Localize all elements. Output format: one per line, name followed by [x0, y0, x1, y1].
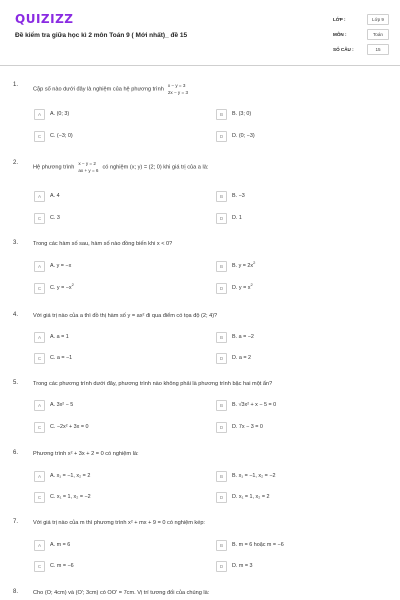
- option-letter-box: B: [216, 400, 227, 411]
- option-c[interactable]: [34, 353, 184, 364]
- option-text: C. (−3; 0): [50, 133, 73, 139]
- option-text: [232, 260, 256, 269]
- question-text: Với giá trị nào của m thì phương trình x² + mx + 9 = 0 có nghiệm kép:: [33, 520, 205, 526]
- option-c[interactable]: [34, 131, 184, 142]
- question-text-part: có nghiệm (x; y) = (2; 0) khi giá trị của a là:: [102, 164, 209, 171]
- worksheet-header: [0, 0, 400, 66]
- option-text: A. x₁ = −1, x₂ = 2: [50, 473, 91, 479]
- exponent: 2: [71, 282, 74, 288]
- option-c[interactable]: [34, 213, 184, 224]
- option-text: D. 1: [232, 215, 242, 221]
- option-letter-box: A: [34, 191, 45, 202]
- option-c[interactable]: [34, 561, 184, 572]
- meta-lop: [333, 14, 389, 26]
- option-text: B. m = 6 hoặc m = −6: [232, 542, 284, 548]
- option-a[interactable]: [34, 332, 184, 343]
- option-text: A. y = −x: [50, 263, 72, 269]
- option-d[interactable]: [216, 492, 366, 503]
- worksheet-title: Đề kiểm tra giữa học kì 2 môn Toán 9 ( Mới nhất)_ đề 15: [15, 32, 188, 39]
- option-letter-box: D: [216, 213, 227, 224]
- option-c[interactable]: [34, 422, 184, 433]
- option-d[interactable]: [216, 213, 366, 224]
- option-letter-box: B: [216, 191, 227, 202]
- option-a[interactable]: [34, 261, 184, 272]
- question-text: Cho (O; 4cm) và (O'; 3cm) có OO' = 7cm. Vị trí tương đối của chúng là:: [33, 590, 210, 596]
- option-text: B. −3: [232, 193, 245, 199]
- question-text: [33, 160, 208, 174]
- question-number: 8.: [13, 589, 19, 595]
- option-text: B. x₁ = −1, x₂ = −2: [232, 473, 276, 479]
- option-text: D. m = 3: [232, 563, 253, 569]
- option-letter-box: D: [216, 131, 227, 142]
- equation-line: 2x − y = 3: [167, 90, 189, 95]
- question-text: Trong các hàm số sau, hàm số nào đồng biến khi x < 0?: [33, 241, 173, 247]
- option-letter-box: B: [216, 332, 227, 343]
- option-a[interactable]: [34, 109, 184, 120]
- option-letter-box: C: [34, 213, 45, 224]
- option-letter-box: B: [216, 540, 227, 551]
- question-number: 5.: [13, 380, 19, 386]
- option-letter-box: B: [216, 109, 227, 120]
- option-text: A. a = 1: [50, 334, 69, 340]
- option-d[interactable]: [216, 561, 366, 572]
- option-text: A. 4: [50, 193, 60, 199]
- question-text: Trong các phương trình dưới đây, phương trình nào không phải là phương trình bậc hai một ẩn?: [33, 381, 273, 387]
- meta-lop-label: LỚP :: [333, 17, 346, 22]
- question-number: 3.: [13, 240, 19, 246]
- option-text: B. √3x² + x − 5 = 0: [232, 402, 277, 408]
- option-text: C. m = −6: [50, 563, 74, 569]
- quizizz-logo: QUIZIZZ: [15, 12, 74, 26]
- option-text-main: D. y = x: [232, 285, 251, 291]
- option-d[interactable]: [216, 283, 366, 294]
- option-d[interactable]: [216, 422, 366, 433]
- option-text: D. a = 2: [232, 355, 252, 361]
- question-number: 7.: [13, 519, 19, 525]
- question-text: Với giá trị nào của a thì đồ thị hàm số y = ax² đi qua điểm có tọa độ (2; 4)?: [33, 313, 218, 319]
- option-b[interactable]: [216, 332, 366, 343]
- option-b[interactable]: [216, 540, 366, 551]
- option-letter-box: D: [216, 561, 227, 572]
- equation-line: x − y = 2: [78, 161, 96, 166]
- option-a[interactable]: [34, 400, 184, 411]
- exponent: 2: [253, 260, 256, 266]
- option-text: C. x₁ = 1, x₂ = −2: [50, 494, 91, 500]
- option-text: [50, 282, 74, 291]
- meta-mon: [333, 29, 389, 41]
- option-letter-box: D: [216, 353, 227, 364]
- exponent: 2: [250, 282, 253, 288]
- option-a[interactable]: [34, 540, 184, 551]
- option-c[interactable]: [34, 283, 184, 294]
- option-letter-box: D: [216, 422, 227, 433]
- option-text: A. m = 6: [50, 542, 71, 548]
- option-text: D. (0; −3): [232, 133, 255, 139]
- option-letter-box: C: [34, 283, 45, 294]
- option-b[interactable]: [216, 471, 366, 482]
- option-text: B. (3; 0): [232, 111, 252, 117]
- meta-mon-label: MÔN :: [333, 32, 347, 37]
- question-number: 4.: [13, 312, 19, 318]
- meta-socau-value: 15: [367, 44, 389, 55]
- option-letter-box: A: [34, 540, 45, 551]
- option-text: D. 7x − 3 = 0: [232, 424, 263, 430]
- equation-system: [78, 160, 98, 174]
- option-a[interactable]: [34, 471, 184, 482]
- equation-line: x − y = 3: [167, 83, 186, 88]
- option-letter-box: A: [34, 471, 45, 482]
- equation-line: ax + y = 6: [78, 168, 99, 173]
- option-letter-box: A: [34, 109, 45, 120]
- option-b[interactable]: [216, 109, 366, 120]
- option-letter-box: B: [216, 471, 227, 482]
- question-number: 2.: [13, 160, 19, 166]
- option-b[interactable]: [216, 191, 366, 202]
- option-letter-box: A: [34, 261, 45, 272]
- option-letter-box: C: [34, 353, 45, 364]
- option-b[interactable]: [216, 261, 366, 272]
- option-text: C. 3: [50, 215, 60, 221]
- option-letter-box: D: [216, 492, 227, 503]
- meta-lop-value: Lớp 9: [367, 14, 389, 25]
- option-letter-box: B: [216, 261, 227, 272]
- option-letter-box: C: [34, 422, 45, 433]
- question-text-part: Cặp số nào dưới đây là nghiệm của hệ phương trình: [33, 86, 164, 93]
- question-text: Phương trình x² + 3x + 2 = 0 có nghiệm là:: [33, 451, 139, 457]
- option-text: C. −2x² + 3x = 0: [50, 424, 89, 430]
- option-b[interactable]: [216, 400, 366, 411]
- option-text: D. x₁ = 1, x₂ = 2: [232, 494, 270, 500]
- option-text: [232, 282, 253, 291]
- option-text-main: B. y = 2x: [232, 263, 254, 269]
- option-a[interactable]: [34, 191, 184, 202]
- option-letter-box: D: [216, 283, 227, 294]
- question-text-part: Hệ phương trình: [33, 164, 75, 171]
- option-d[interactable]: [216, 353, 366, 364]
- question-number: 6.: [13, 450, 19, 456]
- option-text: A. 3x² − 5: [50, 402, 74, 408]
- option-text: A. (0; 3): [50, 111, 70, 117]
- option-text-main: C. y = −x: [50, 285, 72, 291]
- meta-socau-label: SỐ CÂU :: [333, 47, 354, 52]
- option-letter-box: C: [34, 561, 45, 572]
- meta-mon-value: Toán: [367, 29, 389, 40]
- option-letter-box: A: [34, 332, 45, 343]
- option-letter-box: C: [34, 131, 45, 142]
- option-text: B. a = −2: [232, 334, 254, 340]
- option-letter-box: C: [34, 492, 45, 503]
- option-d[interactable]: [216, 131, 366, 142]
- option-c[interactable]: [34, 492, 184, 503]
- option-letter-box: A: [34, 400, 45, 411]
- equation-system: [168, 82, 188, 96]
- meta-socau: [333, 44, 389, 56]
- question-number: 1.: [13, 82, 19, 88]
- question-text: [33, 82, 192, 96]
- option-text: C. a = −1: [50, 355, 73, 361]
